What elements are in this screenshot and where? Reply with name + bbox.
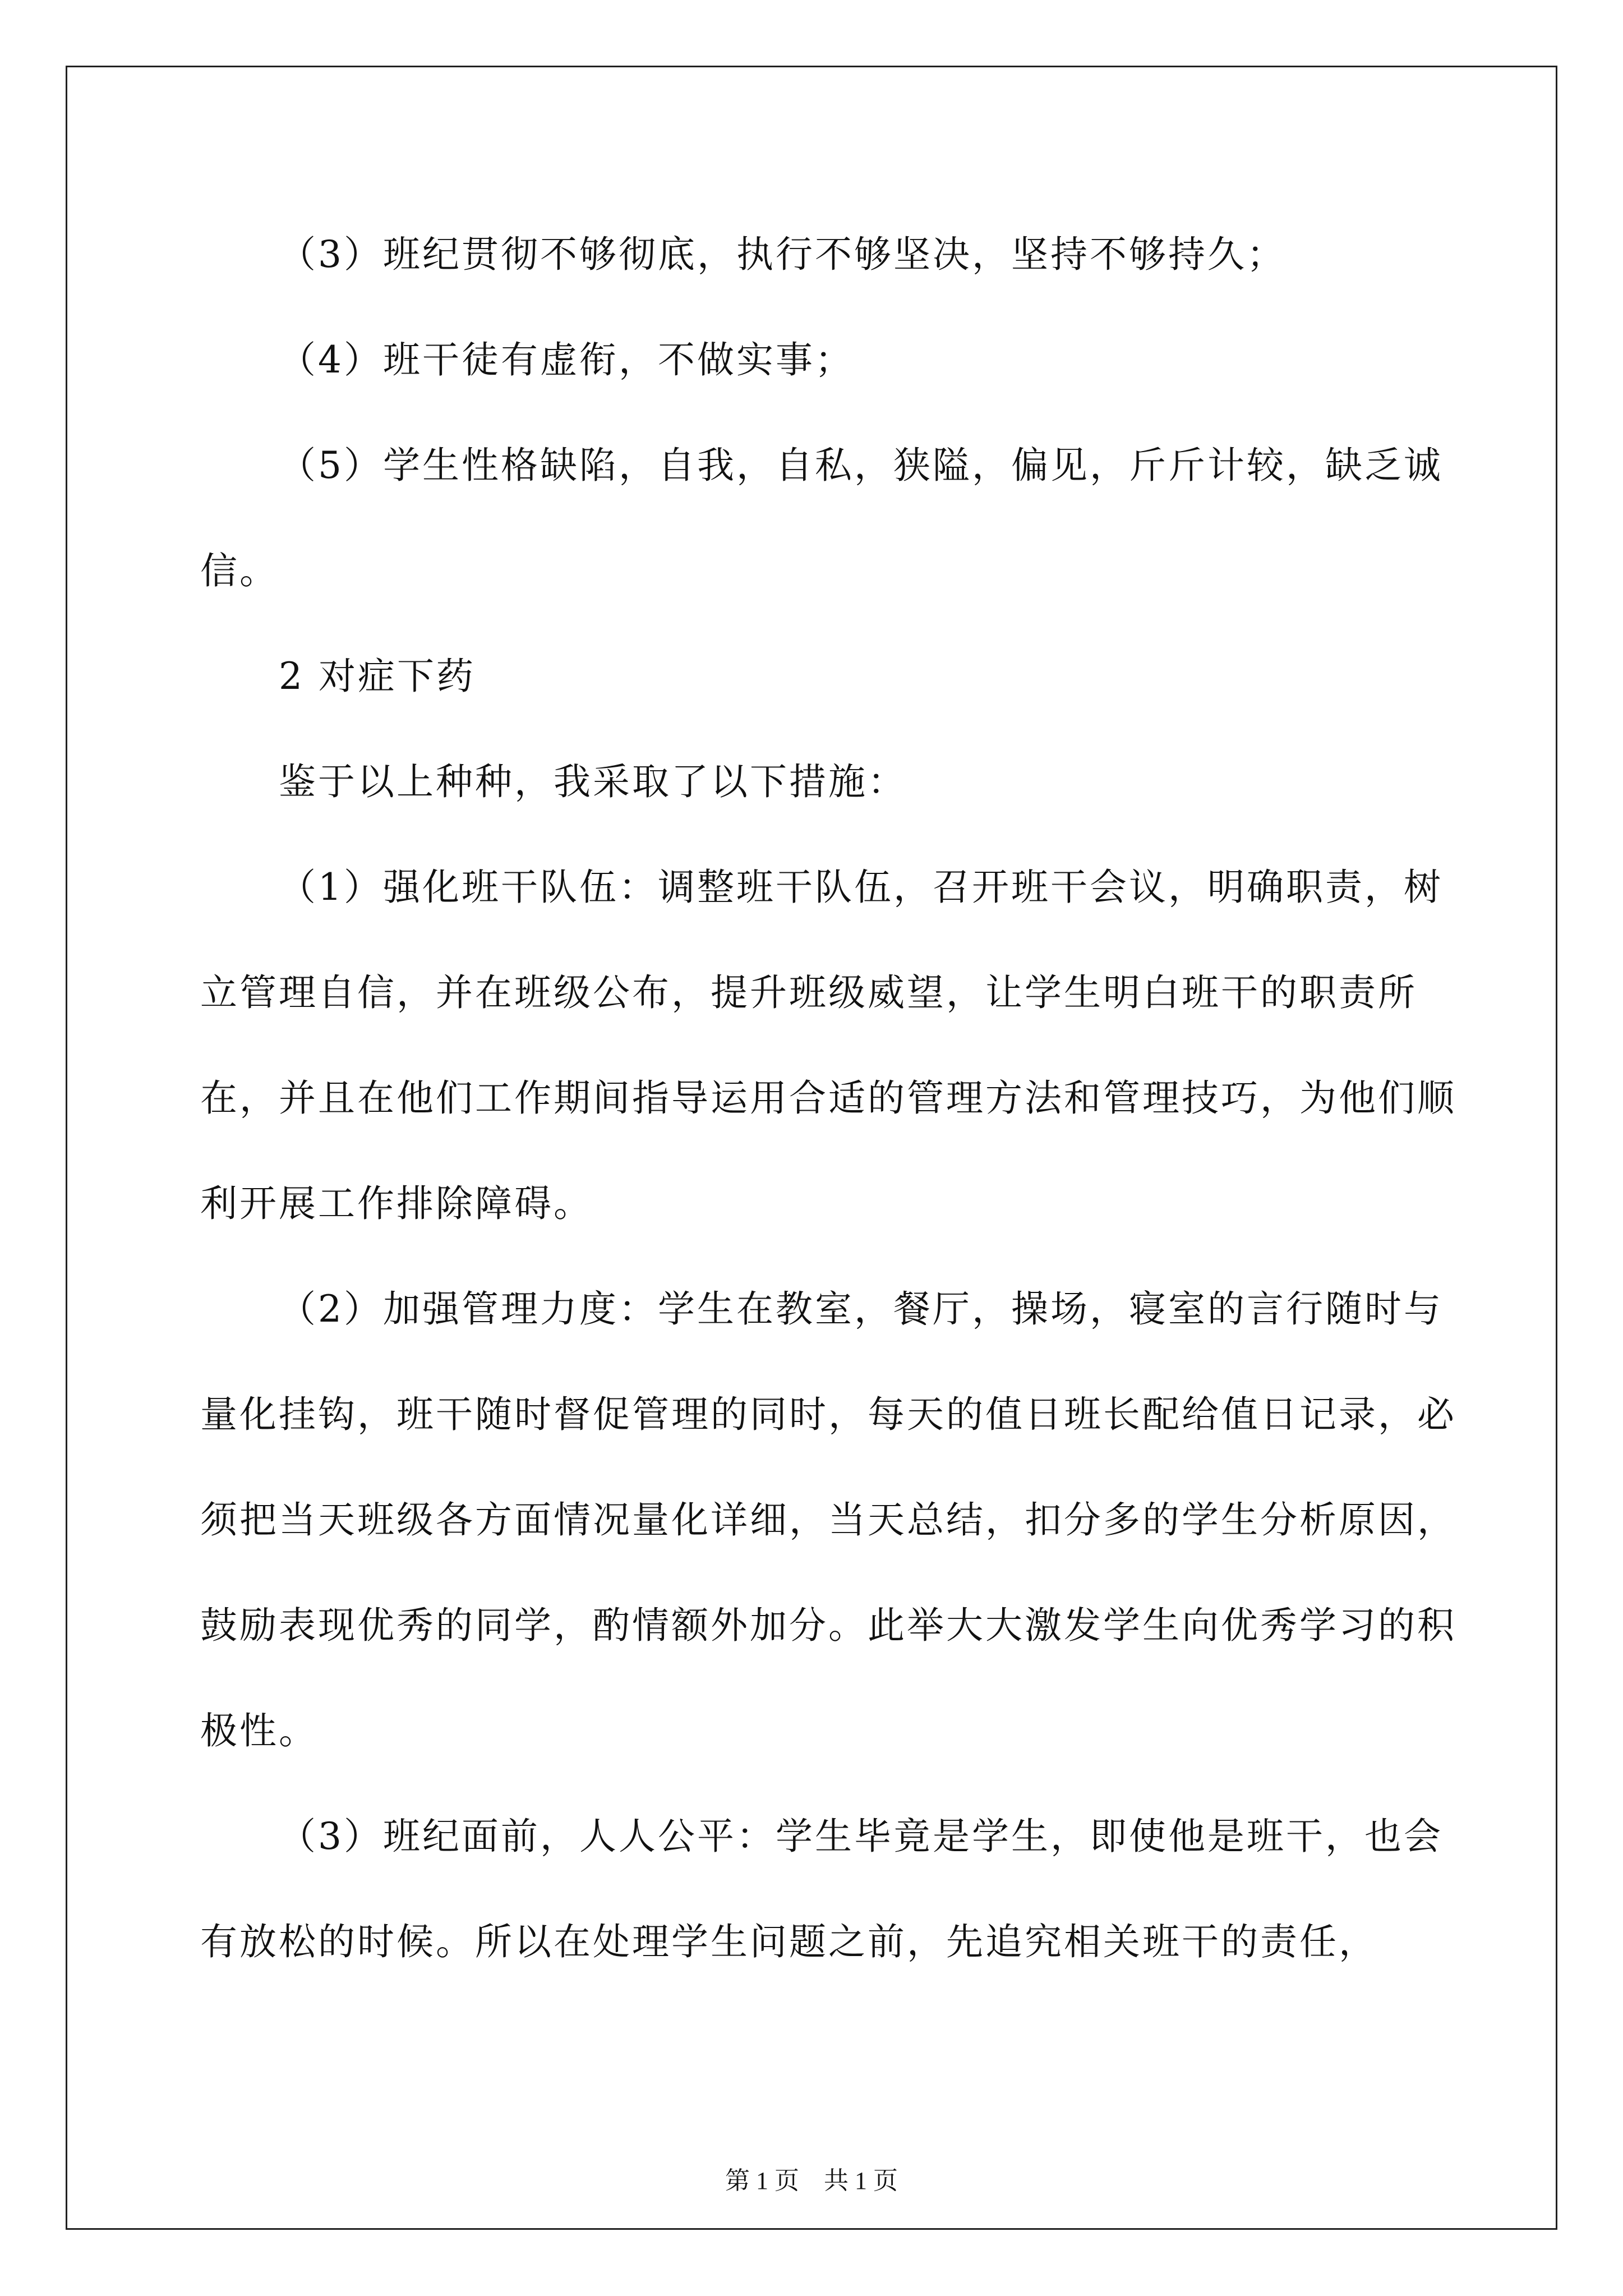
paragraph-5: （1）强化班干队伍：调整班干队伍，召开班干会议，明确职责，树立管理自信，并在班级公布，提升班级威望，让学生明白班干的职责所在，并且在他们工作期间指导运用合适的管理方法和管理技巧，为他们顺利开展工作排除障碍。 — [200, 866, 1456, 1225]
paragraph-7: （3）班纪面前，人人公平：学生毕竟是学生，即使他是班干，也会有放松的时候。所以在处理学生问题之前，先追究相关班干的责任， — [200, 1815, 1443, 1963]
paragraph-3: （5）学生性格缺陷，自我，自私，狭隘，偏见，斤斤计较，缺乏诚信。 — [200, 444, 1443, 592]
paragraph-4: 鉴于以上种种，我采取了以下措施： — [279, 760, 907, 803]
paragraph-1: （3）班纪贯彻不够彻底，执行不够坚决，坚持不够持久； — [279, 233, 1286, 276]
page-footer: 第 1 页 共 1 页 — [725, 2167, 898, 2194]
section-heading: 2 对症下药 — [279, 655, 476, 698]
paragraph-2: （4）班干徒有虚衔，不做实事； — [279, 338, 854, 381]
paragraph-6: （2）加强管理力度：学生在教室，餐厅，操场，寝室的言行随时与量化挂钩，班干随时督促管理的同时，每天的值日班长配给值日记录，必须把当天班级各方面情况量化详细，当天总结，扣分多的学生分析原因，鼓励表现优秀的同学，酌情额外加分。此举大大激发学生向优秀学习的积极性。 — [200, 1287, 1456, 1752]
